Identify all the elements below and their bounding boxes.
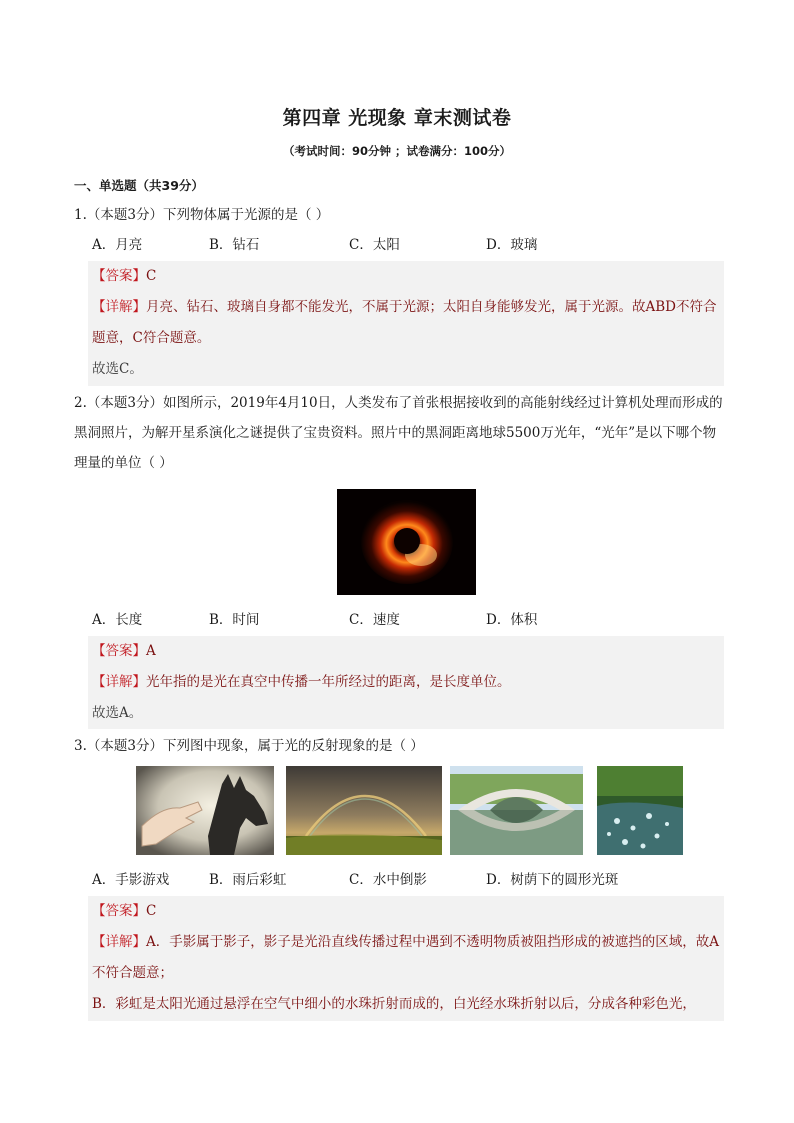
option-d: D．体积 xyxy=(486,612,538,628)
bridge-reflection-image xyxy=(450,766,583,855)
question-3-answer-block xyxy=(88,896,724,1021)
answer-tag: 【答案】 xyxy=(92,903,146,919)
option-c: C．太阳 xyxy=(349,237,400,253)
option-d: D．树荫下的圆形光斑 xyxy=(486,872,619,888)
option-a: A．手影游戏 xyxy=(92,872,170,888)
page-title: 第四章 光现象 章末测试卷 xyxy=(282,107,512,129)
detail-text-b: B．彩虹是太阳光通过悬浮在空气中细小的水珠折射而成的，白光经水珠折射以后，分成各种彩色光， xyxy=(92,996,696,1012)
question-2-stem: 2.（本题3分）如图所示，2019年4月10日，人类发布了首张根据接收到的高能射线经过计算机处理而形成的黑洞照片，为解开星系演化之谜提供了宝贵资料。照片中的黑洞距离地球5500万光年，“光年”是以下哪个物理量的单位（ ） xyxy=(74,395,723,471)
conclusion-text: 故选A。 xyxy=(92,705,143,721)
detail-tag: 【详解】 xyxy=(92,934,146,950)
answer-value: C xyxy=(146,903,157,919)
question-1-answer-block xyxy=(88,261,724,386)
option-c: C．速度 xyxy=(349,612,400,628)
detail-text: 月亮、钻石、玻璃自身都不能发光，不属于光源；太阳自身能够发光，属于光源。故ABD不符合题意，C符合题意。 xyxy=(92,299,717,346)
exam-info: （考试时间：90分钟 ；试卷满分：100分） xyxy=(282,144,511,158)
option-b: B．时间 xyxy=(209,612,260,628)
detail-text-a: A．手影属于影子，影子是光沿直线传播过程中遇到不透明物质被阻挡形成的被遮挡的区域，故A不符合题意； xyxy=(92,934,719,981)
black-hole-image xyxy=(337,489,476,595)
option-c: C．水中倒影 xyxy=(349,872,427,888)
question-3-stem: 3.（本题3分）下列图中现象，属于光的反射现象的是（ ） xyxy=(74,738,424,754)
tree-shade-spots-image xyxy=(597,766,683,855)
rainbow-image xyxy=(286,766,442,855)
hand-shadow-image xyxy=(136,766,274,855)
question-1-stem: 1.（本题3分）下列物体属于光源的是（ ） xyxy=(74,207,330,223)
option-b: B．钻石 xyxy=(209,237,260,253)
question-2-options xyxy=(92,605,722,635)
answer-value: A xyxy=(146,643,156,659)
option-a: A．月亮 xyxy=(92,237,143,253)
option-d: D．玻璃 xyxy=(486,237,538,253)
conclusion-text: 故选C。 xyxy=(92,361,143,377)
detail-tag: 【详解】 xyxy=(92,674,146,690)
answer-tag: 【答案】 xyxy=(92,268,146,284)
option-a: A．长度 xyxy=(92,612,143,628)
answer-tag: 【答案】 xyxy=(92,643,146,659)
answer-value: C xyxy=(146,268,157,284)
question-1-options xyxy=(92,230,722,260)
question-3-options xyxy=(92,865,722,895)
option-b: B．雨后彩虹 xyxy=(209,872,287,888)
question-2-answer-block xyxy=(88,636,724,729)
detail-text: 光年指的是光在真空中传播一年所经过的距离，是长度单位。 xyxy=(146,674,511,690)
section-heading: 一、单选题（共39分） xyxy=(74,178,204,193)
detail-tag: 【详解】 xyxy=(92,299,146,315)
